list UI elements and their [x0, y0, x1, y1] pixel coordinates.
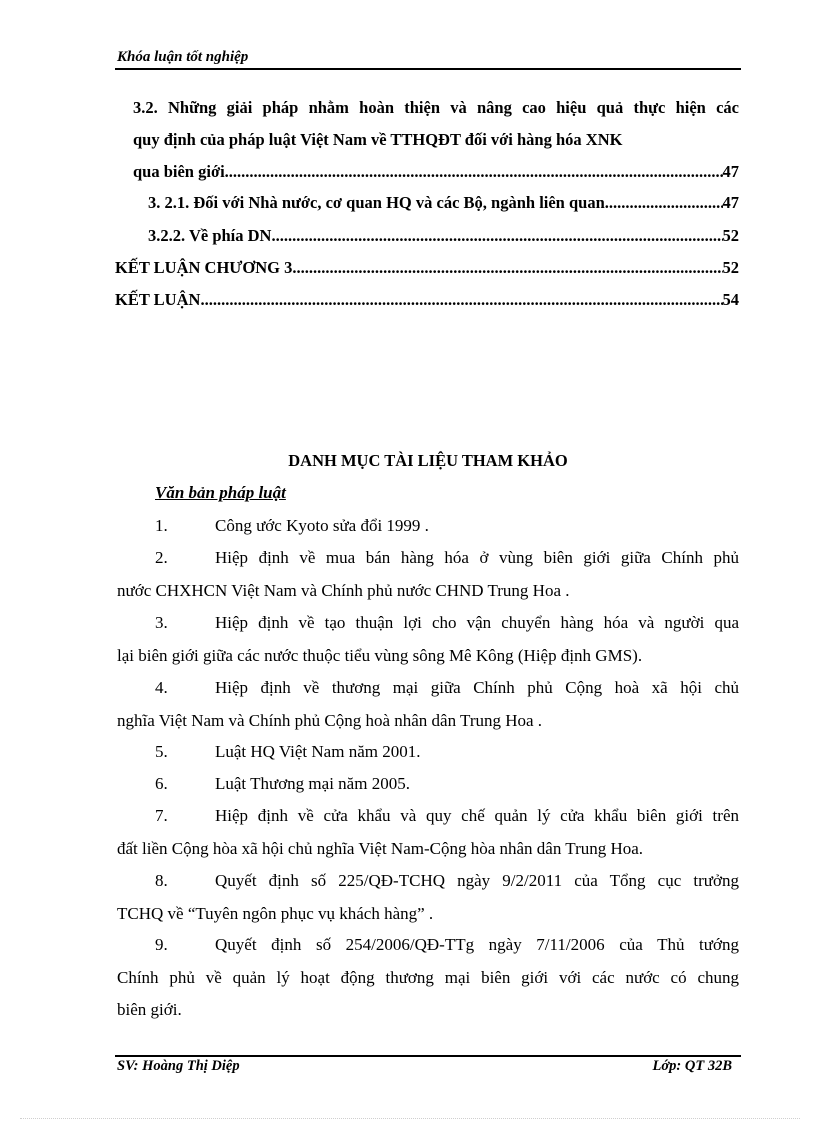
toc-entry-ket-luan: [115, 290, 739, 310]
toc-page-number: 47: [722, 193, 739, 212]
reference-text: Hiệp định về tạo thuận lợi cho vận chuyển hàng hóa và người qua: [215, 613, 739, 632]
reference-text: Hiệp định về thương mại giữa Chính phủ Cộng hoà xã hội chủ: [215, 678, 739, 697]
reference-number: 5.: [155, 742, 168, 761]
toc-page-number: 52: [722, 226, 739, 245]
reference-item: [117, 736, 739, 769]
reference-item: [117, 607, 739, 672]
references-heading: DANH MỤC TÀI LIỆU THAM KHẢO: [288, 451, 568, 470]
reference-text: lại biên giới giữa các nước thuộc tiểu vùng sông Mê Kông (Hiệp định GMS).: [117, 645, 643, 665]
reference-number: 3.: [155, 613, 168, 632]
toc-entry-title: 3. 2.1. Đối với Nhà nước, cơ quan HQ và các Bộ, ngành liên quan: [148, 193, 605, 212]
reference-number: 6.: [155, 774, 168, 793]
reference-item: [117, 542, 739, 607]
reference-item: [117, 768, 739, 801]
reference-number: 4.: [155, 678, 168, 697]
toc-entry-line: quy định của pháp luật Việt Nam về TTHQĐT đối với hàng hóa XNK: [133, 130, 623, 149]
page-edge-dotted-line: [20, 1118, 800, 1119]
toc-page-number: 54: [722, 290, 739, 309]
leader-dots: [605, 193, 723, 213]
reference-text: đất liền Cộng hòa xã hội chủ nghĩa Việt Nam-Cộng hòa nhân dân Trung Hoa.: [117, 838, 644, 858]
reference-text: Hiệp định về mua bán hàng hóa ở vùng biên giới giữa Chính phủ: [215, 548, 739, 567]
toc-page-number: 47: [722, 162, 739, 181]
toc-entry-3-2-2: [148, 226, 739, 246]
reference-text: Công ước Kyoto sửa đổi 1999 .: [215, 516, 429, 535]
footer-class: Lớp: QT 32B: [652, 1058, 732, 1074]
reference-number: 7.: [155, 806, 168, 825]
toc-entry-title: KẾT LUẬN CHƯƠNG 3: [115, 258, 293, 277]
reference-text: Hiệp định về cửa khẩu và quy chế quản lý cửa khẩu biên giới trên: [215, 806, 739, 825]
reference-text: Quyết định số 254/2006/QĐ-TTg ngày 7/11/2006 của Thủ tướng: [215, 935, 739, 954]
toc-entry-title: qua biên giới: [133, 162, 225, 181]
references-subheading: Văn bản pháp luật: [155, 483, 286, 502]
reference-number: 2.: [155, 548, 168, 567]
reference-text: Luật HQ Việt Nam năm 2001.: [215, 742, 421, 761]
reference-item: [117, 865, 739, 930]
reference-text: TCHQ về “Tuyên ngôn phục vụ khách hàng” .: [117, 903, 434, 923]
leader-dots: [271, 226, 722, 246]
reference-number: 9.: [155, 935, 168, 954]
reference-text: nghĩa Việt Nam và Chính phủ Cộng hoà nhân dân Trung Hoa .: [117, 710, 543, 730]
reference-item: [117, 800, 739, 865]
reference-number: 8.: [155, 871, 168, 890]
footer-student: SV: Hoàng Thị Diệp: [117, 1058, 240, 1074]
toc-entry-line: 3.2. Những giải pháp nhằm hoàn thiện và nâng cao hiệu quả thực hiện các: [133, 98, 739, 117]
reference-number: 1.: [155, 516, 168, 535]
toc-entry-3-2: [133, 92, 739, 188]
reference-text: Chính phủ về quản lý hoạt động thương mại biên giới với các nước có chung: [117, 967, 739, 987]
toc-entry-line: [133, 156, 739, 188]
toc-entry-ket-luan-chuong-3: [115, 258, 739, 278]
reference-item: [117, 510, 739, 543]
toc-entry-title: 3.2.2. Về phía DN: [148, 226, 272, 245]
header-divider: [115, 68, 741, 70]
page-header: Khóa luận tốt nghiệp: [117, 49, 249, 65]
reference-text: nước CHXHCN Việt Nam và Chính phủ nước CHND Trung Hoa .: [117, 580, 570, 600]
leader-dots: [292, 258, 722, 278]
leader-dots: [225, 156, 723, 188]
reference-text: biên giới.: [117, 1000, 182, 1019]
leader-dots: [200, 290, 722, 310]
toc-page-number: 52: [722, 258, 739, 277]
reference-text: Quyết định số 225/QĐ-TCHQ ngày 9/2/2011 của Tổng cục trưởng: [215, 871, 739, 890]
reference-item: [117, 672, 739, 737]
toc-entry-3-2-1: [148, 193, 739, 213]
footer-divider: [115, 1055, 741, 1057]
toc-entry-title: KẾT LUẬN: [115, 290, 201, 309]
reference-text: Luật Thương mại năm 2005.: [215, 774, 410, 793]
reference-item: [117, 929, 739, 1027]
